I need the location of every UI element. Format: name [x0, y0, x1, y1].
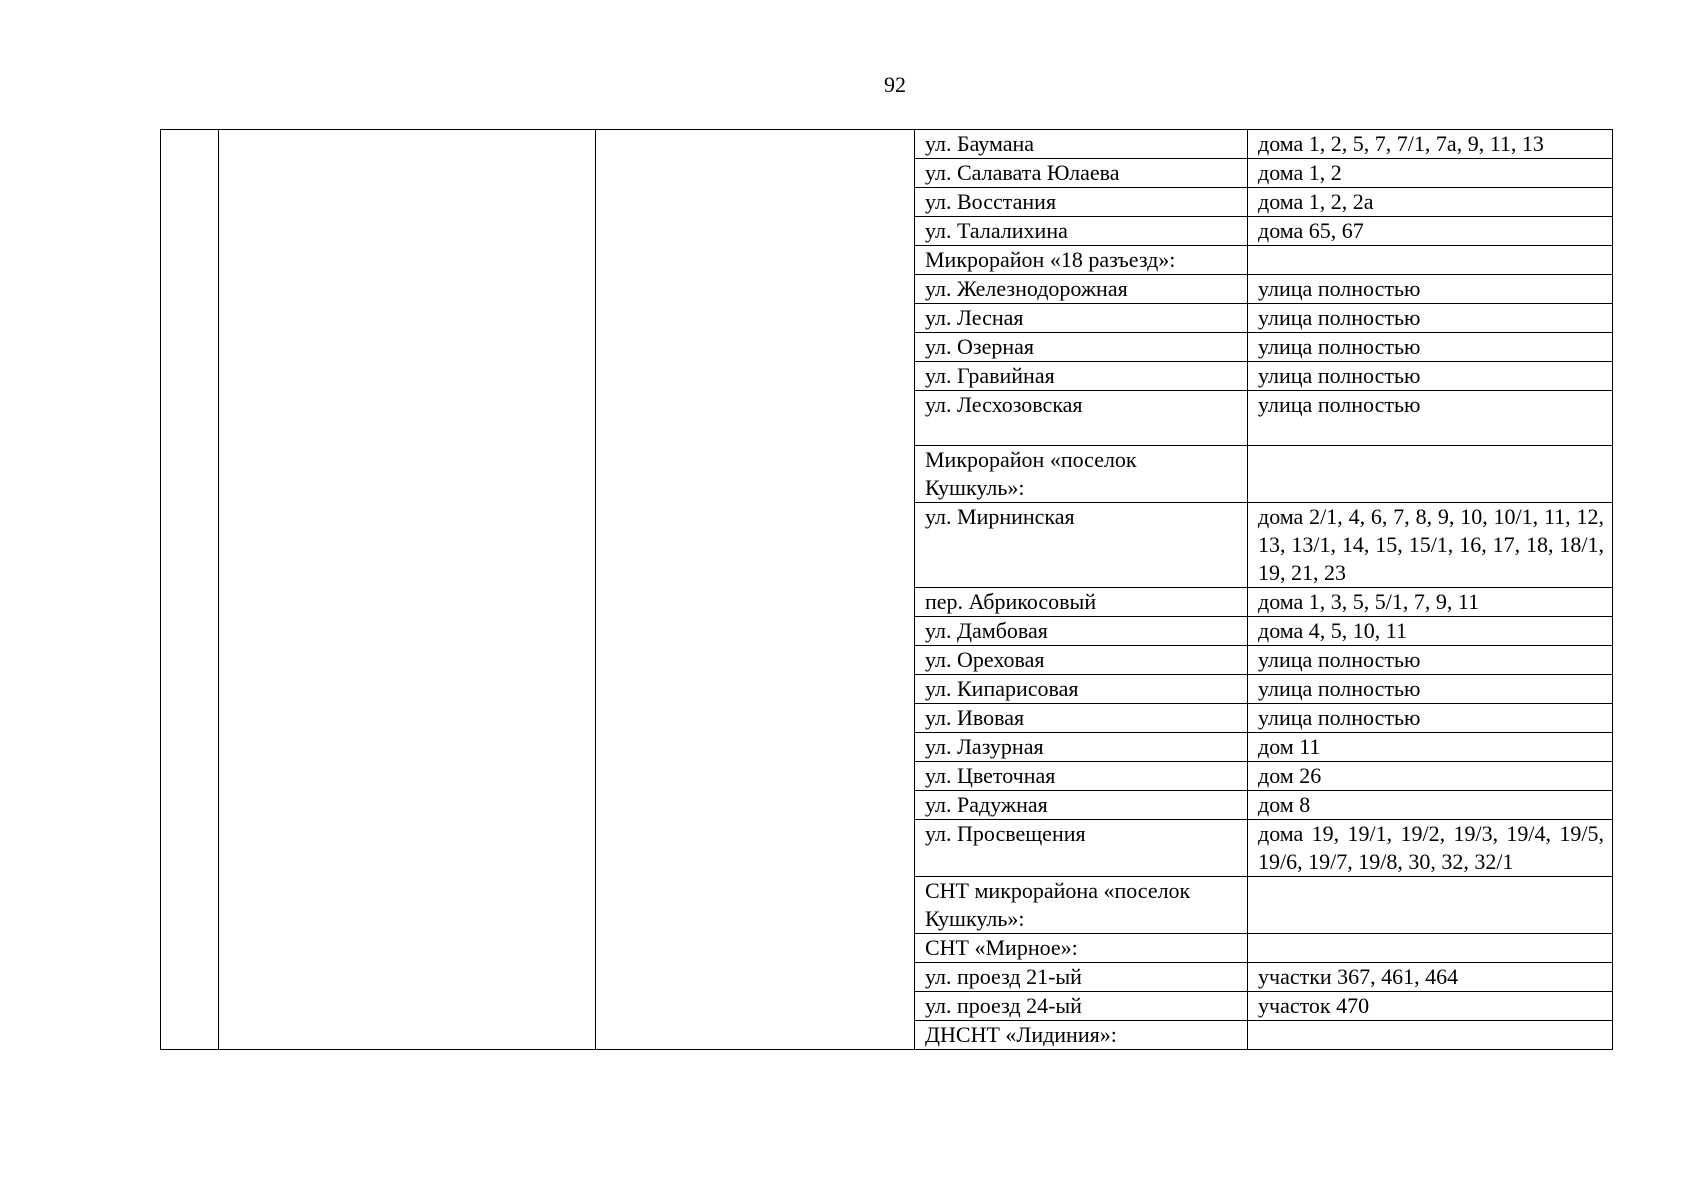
- number-column-cell: [161, 130, 219, 1050]
- houses-cell: улица полностью: [1248, 275, 1613, 304]
- houses-cell: улица полностью: [1248, 333, 1613, 362]
- street-cell: ул. Гравийная: [915, 362, 1248, 391]
- houses-cell: дома 1, 2: [1248, 159, 1613, 188]
- street-cell: ул. Лесная: [915, 304, 1248, 333]
- houses-cell: дома 2/1, 4, 6, 7, 8, 9, 10, 10/1, 11, 12, 13, 13/1, 14, 15, 15/1, 16, 17, 18, 18/1, 19, 21, 23: [1248, 503, 1613, 588]
- houses-cell: участки 367, 461, 464: [1248, 963, 1613, 992]
- houses-cell: улица полностью: [1248, 391, 1613, 446]
- houses-cell: дома 19, 19/1, 19/2, 19/3, 19/4, 19/5, 19/6, 19/7, 19/8, 30, 32, 32/1: [1248, 820, 1613, 877]
- houses-cell: дома 65, 67: [1248, 217, 1613, 246]
- street-cell: ул. Мирнинская: [915, 503, 1248, 588]
- street-cell: ДНСНТ «Лидиния»:: [915, 1021, 1248, 1050]
- street-cell: ул. Ореховая: [915, 646, 1248, 675]
- page-number: 92: [884, 72, 906, 97]
- street-cell: Микрорайон «18 разъезд»:: [915, 246, 1248, 275]
- street-cell: ул. Просвещения: [915, 820, 1248, 877]
- street-cell: ул. проезд 24-ый: [915, 992, 1248, 1021]
- houses-cell: улица полностью: [1248, 704, 1613, 733]
- street-cell: ул. Кипарисовая: [915, 675, 1248, 704]
- houses-cell: дома 1, 3, 5, 5/1, 7, 9, 11: [1248, 588, 1613, 617]
- street-cell: ул. Талалихина: [915, 217, 1248, 246]
- houses-cell: дома 1, 2, 2а: [1248, 188, 1613, 217]
- houses-cell: улица полностью: [1248, 362, 1613, 391]
- houses-cell: улица полностью: [1248, 675, 1613, 704]
- street-cell: ул. Дамбовая: [915, 617, 1248, 646]
- houses-cell: улица полностью: [1248, 304, 1613, 333]
- street-cell: ул. Радужная: [915, 791, 1248, 820]
- street-cell: ул. Баумана: [915, 130, 1248, 159]
- houses-cell: улица полностью: [1248, 646, 1613, 675]
- houses-cell: [1248, 877, 1613, 934]
- street-cell: ул. Цветочная: [915, 762, 1248, 791]
- houses-cell: дом 26: [1248, 762, 1613, 791]
- houses-cell: дом 8: [1248, 791, 1613, 820]
- houses-cell: дома 4, 5, 10, 11: [1248, 617, 1613, 646]
- houses-cell: дома 1, 2, 5, 7, 7/1, 7а, 9, 11, 13: [1248, 130, 1613, 159]
- houses-cell: [1248, 246, 1613, 275]
- table-row: [161, 130, 1613, 159]
- name-column-cell: [219, 130, 596, 1050]
- houses-cell: [1248, 446, 1613, 503]
- street-cell: ул. Лесхозовская: [915, 391, 1248, 446]
- street-cell: СНТ микрорайона «поселок Кушкуль»:: [915, 877, 1248, 934]
- street-cell: ул. Озерная: [915, 333, 1248, 362]
- street-cell: пер. Абрикосовый: [915, 588, 1248, 617]
- street-cell: ул. проезд 21-ый: [915, 963, 1248, 992]
- address-table: [160, 129, 1613, 1050]
- street-cell: ул. Железнодорожная: [915, 275, 1248, 304]
- street-cell: ул. Ивовая: [915, 704, 1248, 733]
- street-cell: ул. Восстания: [915, 188, 1248, 217]
- houses-cell: участок 470: [1248, 992, 1613, 1021]
- houses-cell: дом 11: [1248, 733, 1613, 762]
- address-column-cell: [596, 130, 915, 1050]
- street-cell: СНТ «Мирное»:: [915, 934, 1248, 963]
- houses-cell: [1248, 1021, 1613, 1050]
- street-cell: ул. Салавата Юлаева: [915, 159, 1248, 188]
- houses-cell: [1248, 934, 1613, 963]
- street-cell: ул. Лазурная: [915, 733, 1248, 762]
- street-cell: Микрорайон «поселок Кушкуль»:: [915, 446, 1248, 503]
